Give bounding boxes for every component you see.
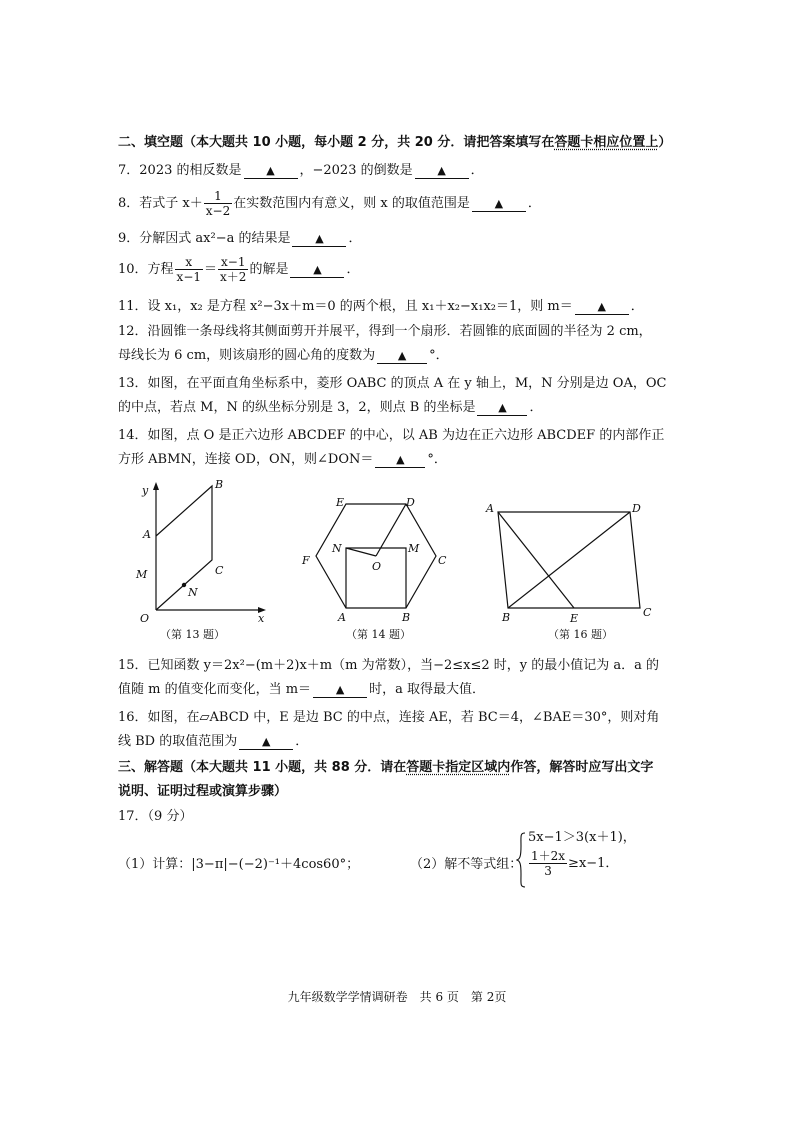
label-n: N xyxy=(332,542,342,555)
label-c: C xyxy=(215,564,224,577)
label-d: D xyxy=(632,502,641,515)
section-3-title: 三、解答题（本大题共 11 小题，共 88 分．请在答题卡指定区域内作答，解答时应写出文字 说明、证明过程或演算步骤） xyxy=(118,760,654,799)
figure-13-caption: （第 13 题） xyxy=(160,628,225,641)
answer-blank: ▲ xyxy=(575,300,629,315)
segment-bd xyxy=(508,512,630,608)
inequality-system xyxy=(520,828,636,880)
inequality-2: $\frac{1+2x}{3}$ ≥x−1． xyxy=(531,849,619,878)
figure-16 xyxy=(498,512,640,608)
page-footer: 九年级数学学情调研卷 共 6 页 第 2页 xyxy=(287,990,507,1004)
section-2-title: 二、填空题（本大题共 10 小题，每小题 2 分，共 20 分．请把答案填写在答题卡相应位置上） xyxy=(118,135,672,150)
label-x: x xyxy=(258,612,265,625)
section-2-title-dotted: 答题卡相应位置上 xyxy=(554,135,659,150)
answer-blank: ▲ xyxy=(292,232,346,247)
question-16: 16．如图，在▱ABCD 中，E 是边 BC 的中点，连接 AE，若 BC＝4，∠BAE＝30°，则对角 线 BD 的取值范围为 ▲ ． xyxy=(118,710,660,749)
inequality-1: 5x−1＞3(x＋1)， xyxy=(528,830,636,845)
question-11: 11．设 x₁，x₂ 是方程 x²−3x＋m＝0 的两个根，且 x₁＋x₂−x₁x₂＝1，则 m＝ ▲ ． xyxy=(118,299,644,314)
question-14: 14．如图，点 O 是正六边形 ABCDEF 的中心，以 AB 为边在正六边形 ABCDEF 的内部作正 方形 ABMN，连接 OD，ON，则∠DON＝ ▲ °． xyxy=(118,428,665,467)
label-a: A xyxy=(338,611,346,624)
question-8: 8．若式子 x＋ $\frac{1}{x-2}$ 在实数范围内有意义，则 x 的取值范围是 ▲ ． xyxy=(118,189,541,218)
answer-blank: ▲ xyxy=(244,164,298,179)
answer-blank: ▲ xyxy=(472,197,526,212)
figures-row xyxy=(118,474,678,646)
label-o: O xyxy=(372,560,382,573)
figure-16-caption: （第 16 题） xyxy=(548,628,613,641)
label-f: F xyxy=(302,554,310,567)
answer-blank: ▲ xyxy=(377,349,427,364)
label-m: M xyxy=(408,542,420,555)
answer-blank: ▲ xyxy=(290,263,344,278)
segment-on xyxy=(346,548,376,556)
label-n: N xyxy=(188,586,198,599)
label-m: M xyxy=(136,568,148,581)
label-e: E xyxy=(570,612,579,625)
question-10: 10．方程 $\frac{x}{x-1}$ ＝ $\frac{x-1}{x+2}$ 的解是 ▲ ． xyxy=(118,255,360,284)
question-9: 9．分解因式 ax²−a 的结果是 ▲ ． xyxy=(118,231,362,246)
question-17-part-1: （1）计算：|3−π|−(−2)⁻¹＋4cos60°； xyxy=(118,857,360,872)
rhombus-oabc xyxy=(156,486,212,610)
question-13: 13．如图，在平面直角坐标系中，菱形 OABC 的顶点 A 在 y 轴上，M，N 分别是边 OA，OC 的中点，若点 M，N 的纵坐标分别是 3，2，则点 B 的坐标是 ▲ ． xyxy=(118,376,667,415)
label-a: A xyxy=(486,502,494,515)
fraction: $\frac{x}{x-1}$ xyxy=(176,255,202,284)
fraction: $\frac{1}{x-2}$ xyxy=(205,189,231,218)
question-17-part-2: （2）解不等式组： xyxy=(410,857,523,872)
answer-blank: ▲ xyxy=(477,401,527,416)
answer-blank: ▲ xyxy=(313,683,367,698)
figure-13 xyxy=(153,482,266,613)
figure-14 xyxy=(316,504,436,608)
question-15: 15．已知函数 y＝2x²−(m＋2)x＋m（m 为常数），当−2≤x≤2 时，y 的最小值记为 a．a 的 值随 m 的值变化而变化，当 m＝ ▲ 时，a 取得最大值． xyxy=(118,658,660,697)
label-b: B xyxy=(402,611,411,624)
label-b: B xyxy=(215,478,224,491)
label-d: D xyxy=(406,496,415,509)
answer-blank: ▲ xyxy=(239,735,293,750)
segment-ae xyxy=(498,512,574,608)
y-axis-arrow-icon xyxy=(153,482,159,490)
figure-14-caption: （第 14 题） xyxy=(346,628,411,641)
question-17-head: 17．（9 分） xyxy=(118,809,193,824)
label-o: O xyxy=(140,612,150,625)
question-12: 12．沿圆锥一条母线将其侧面剪开并展平，得到一个扇形．若圆锥的底面圆的半径为 2 cm， 母线长为 6 cm，则该扇形的圆心角的度数为 ▲ °． xyxy=(118,324,652,363)
label-e: E xyxy=(336,496,345,509)
point-n xyxy=(182,583,185,586)
answer-blank: ▲ xyxy=(375,453,425,468)
fraction: $\frac{x-1}{x+2}$ xyxy=(220,255,247,284)
label-a: A xyxy=(143,528,151,541)
label-y: y xyxy=(142,484,149,497)
fraction: $\frac{1+2x}{3}$ xyxy=(531,849,566,878)
label-c: C xyxy=(643,606,652,619)
question-7: 7．2023 的相反数是 ▲ ，−2023 的倒数是 ▲ ． xyxy=(118,163,484,178)
label-b: B xyxy=(502,611,511,624)
answer-blank: ▲ xyxy=(415,164,469,179)
square-abmn xyxy=(346,548,406,608)
label-c: C xyxy=(438,554,447,567)
